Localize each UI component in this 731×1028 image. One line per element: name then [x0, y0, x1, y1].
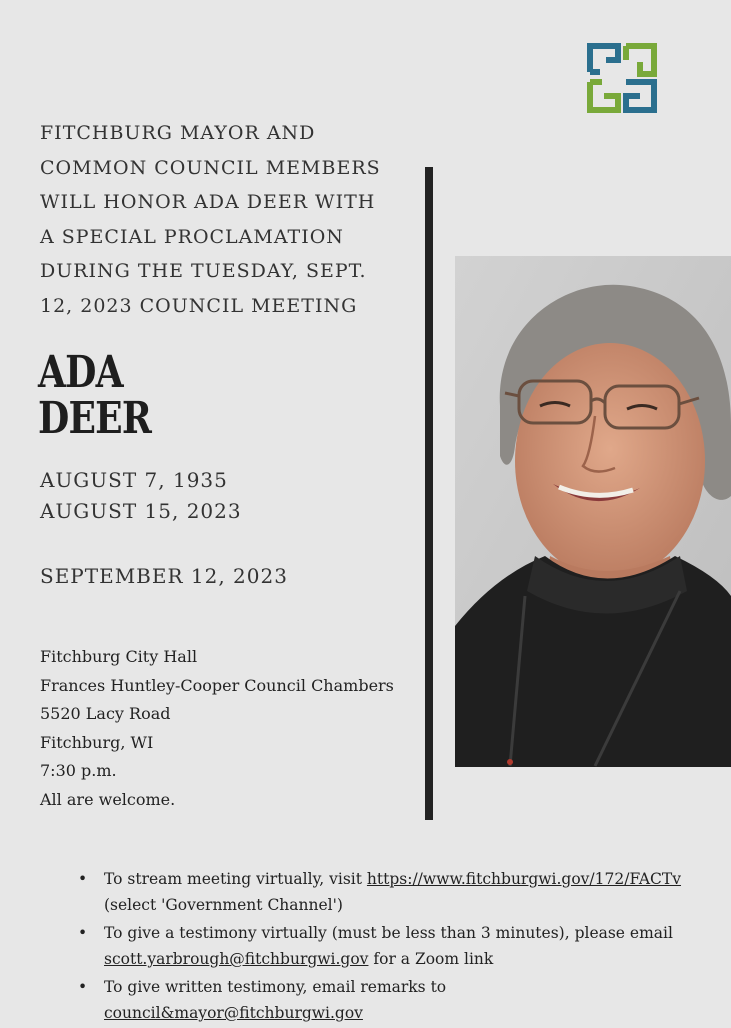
bullet-icon: • — [78, 870, 88, 888]
list-item — [78, 920, 698, 972]
honoree-name — [38, 347, 151, 444]
intro-line: COMMON COUNCIL MEMBERS — [40, 156, 381, 179]
venue-details — [40, 643, 394, 814]
portrait-photo — [455, 256, 731, 767]
birth-date: AUGUST 7, 1935 — [40, 468, 228, 492]
venue-city: Fitchburg, WI — [40, 732, 154, 752]
participation-notes — [78, 866, 698, 1028]
venue-building: Fitchburg City Hall — [40, 647, 198, 666]
intro-line: FITCHBURG MAYOR AND — [40, 122, 316, 144]
list-item — [78, 974, 698, 1026]
honoree-last-name: DEER — [38, 393, 151, 444]
meeting-date: SEPTEMBER 12, 2023 — [40, 564, 288, 588]
portrait-illustration — [455, 256, 731, 767]
vertical-divider — [425, 167, 433, 820]
stream-suffix: (select 'Government Channel') — [104, 896, 343, 914]
life-dates — [40, 465, 242, 527]
factv-link[interactable]: https://www.fitchburgwi.gov/172/FACTv — [366, 870, 682, 888]
intro-line: A SPECIAL PROCLAMATION — [40, 225, 344, 248]
venue-street: 5520 Lacy Road — [40, 704, 171, 723]
intro-line: 12, 2023 COUNCIL MEETING — [40, 294, 358, 317]
stream-text: To stream meeting virtually, visit — [104, 870, 367, 888]
meeting-time: 7:30 p.m. — [40, 761, 117, 780]
death-date: AUGUST 15, 2023 — [40, 499, 242, 523]
bullet-icon: • — [78, 924, 88, 942]
intro-line: WILL HONOR ADA DEER WITH — [40, 191, 376, 213]
fitchburg-logo-icon — [586, 42, 658, 114]
council-email-link[interactable]: council&mayor@fitchburgwi.gov — [104, 1004, 363, 1022]
welcome-text: All are welcome. — [40, 789, 176, 809]
list-item — [78, 866, 698, 918]
written-text: To give written testimony, email remarks to — [104, 978, 447, 996]
honoree-first-name: ADA — [38, 347, 123, 398]
testimony-email-link[interactable]: scott.yarbrough@fitchburgwi.gov — [104, 950, 369, 968]
bullet-icon: • — [78, 978, 88, 996]
testimony-suffix: for a Zoom link — [368, 950, 494, 968]
testimony-text: To give a testimony virtually (must be less than 3 minutes), please email — [104, 924, 673, 942]
intro-line: DURING THE TUESDAY, SEPT. — [40, 260, 367, 282]
announcement-heading — [40, 116, 400, 323]
venue-room: Frances Huntley-Cooper Council Chambers — [40, 675, 394, 695]
